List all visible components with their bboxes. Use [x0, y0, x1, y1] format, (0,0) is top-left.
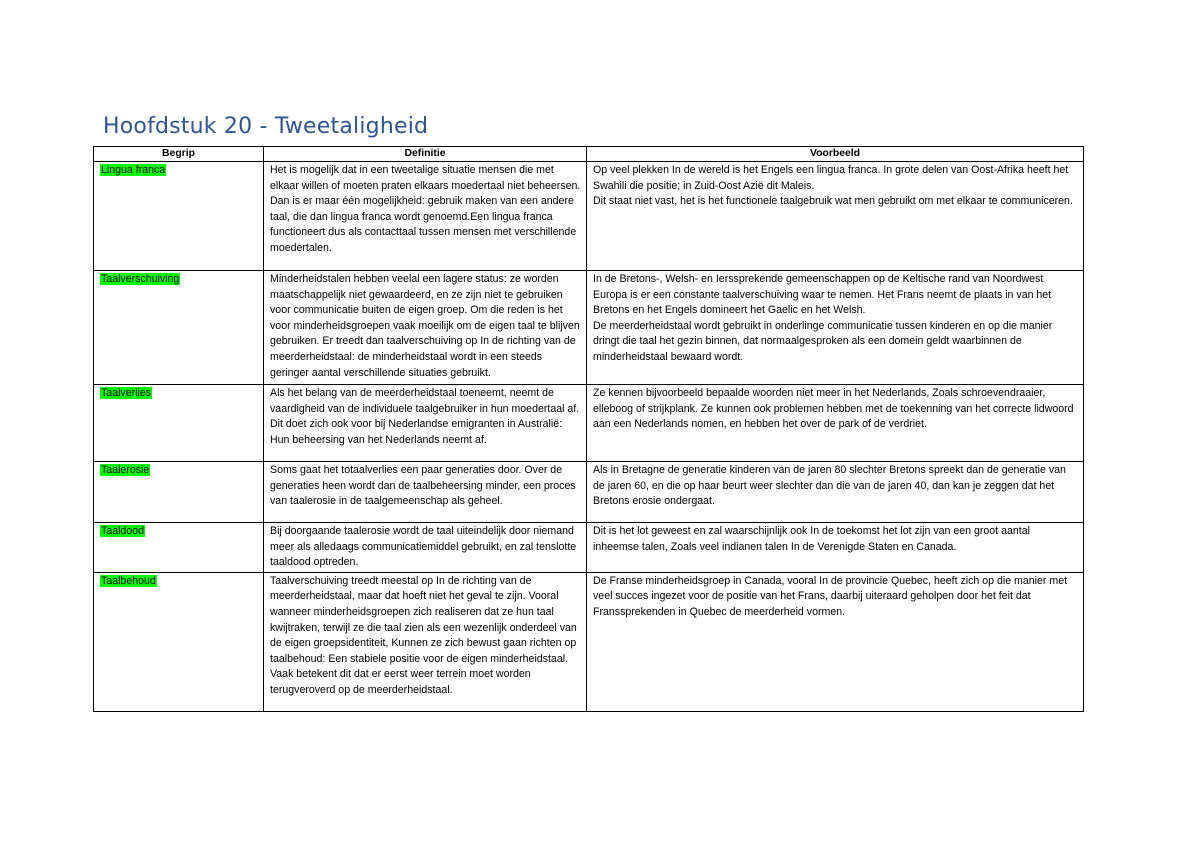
- header-voorbeeld: Voorbeeld: [587, 147, 1084, 162]
- table-row: [94, 462, 1084, 523]
- definition-cell: Het is mogelijk dat in een tweetalige situatie mensen die met elkaar willen of moeten praten elkaars moedertaal niet beheersen. Dan is er maar één mogelijkheid: gebruik maken van een andere taal, die dan lingua franca wordt genoemd.Een lingua franca functioneert dus als contacttaal tussen mensen met verschillende moedertalen.: [264, 162, 587, 271]
- term-label: Taalverlies: [101, 387, 152, 399]
- definition-cell: Als het belang van de meerderheidstaal toeneemt, neemt de vaardigheid van de individuele taalgebruiker in hun moedertaal af. Dit doet zich ook voor bij Nederlandse emigranten in Australië: Hun beheersing van het Nederlands neemt af.: [264, 385, 587, 462]
- table-row: [94, 162, 1084, 271]
- term-label: Taalbehoud: [101, 574, 156, 587]
- example-cell: Ze kennen bijvoorbeeld bepaalde woorden niet meer in het Nederlands, Zoals schroevendraaier, elleboog of strijkplank. Ze kunnen ook problemen hebben met de toekenning van het correcte lidwoord aan een Nederlands nomen, en hebben het over de park of de verdriet.: [587, 385, 1084, 462]
- example-cell: De Franse minderheidsgroep in Canada, vooral In de provincie Quebec, heeft zich op die manier met veel succes ingezet voor de positie van het Frans, daarbij uiteraard geholpen door het feit dat Franssprekenden in Quebec de meerderheid vormen.: [587, 572, 1084, 711]
- example-cell: [587, 271, 1084, 385]
- example-text: In de Bretons-, Welsh- en Ierssprekende gemeenschappen op de Keltische rand van Noordwest Europa is er een constante taalverschuiving waar te nemen. Het Frans neemt de plaats in van het Bretons en het Engels domineert het Gaelic en het Welsh. De meerderheidstaal wordt gebruikt in onderlinge communicatie tussen kinderen en op die manier dringt die taal het gezin binnen, dat normaalgesproken als een domein geldt waarbinnen de minderheidstaal bewaard wordt.: [593, 273, 1053, 363]
- term-cell: [94, 523, 264, 573]
- definition-cell: Taalverschuiving treedt meestal op In de richting van de meerderheidstaal, maar dat hoeft niet het geval te zijn. Vooral wanneer minderheidsgroepen zich realiseren dat ze hun taal kwijtraken, terwijl ze die taal zien als een wezenlijk onderdeel van de eigen groepsidentiteit, Kunnen ze zich bewust gaan richten op taalbehoud: Een stabiele positie voor de eigen minderheidstaal. Vaak betekent dit dat er eerst weer terrein moet worden terugveroverd op de meerderheidstaal.: [264, 572, 587, 711]
- table-header-row: [94, 147, 1084, 162]
- definition-cell: Minderheidstalen hebben veelal een lagere status: ze worden maatschappelijk niet gewaardeerd, en ze zijn niet te gebruiken voor communicatie buiten de eigen groep. Om die reden is het voor minderheidsgroepen vaak moeilijk om de eigen taal te blijven gebruiken. Er treedt dan taalverschuiving op In de richting van de meerderheidstaal: de minderheidstaal wordt in een steeds geringer aantal verschillende situaties gebruikt.: [264, 271, 587, 385]
- example-cell: [587, 162, 1084, 271]
- table-row: [94, 271, 1084, 385]
- term-cell: [94, 162, 264, 271]
- table-row: [94, 523, 1084, 573]
- table-row: [94, 385, 1084, 462]
- term-cell: [94, 385, 264, 462]
- term-label: Lingua franca: [101, 164, 166, 176]
- example-cell: Als in Bretagne de generatie kinderen van de jaren 80 slechter Bretons spreekt dan de generatie van de jaren 60, en die op haar beurt weer slechter dan die van de jaren 40, dan kan je zeggen dat het Bretons erosie ondergaat.: [587, 462, 1084, 523]
- term-label: Taaldood: [101, 525, 145, 537]
- header-begrip: Begrip: [94, 147, 264, 162]
- term-label: Taalverschuiving: [101, 273, 180, 285]
- term-cell: [94, 572, 264, 711]
- term-label: Taalerosie: [101, 464, 150, 476]
- term-cell: [94, 271, 264, 385]
- definition-cell: Soms gaat het totaalverlies een paar generaties door. Over de generaties heen wordt dan de taalbeheersing minder, een proces van taalerosie in de taalgemeenschap als geheel.: [264, 462, 587, 523]
- term-cell: [94, 462, 264, 523]
- header-definitie: Definitie: [264, 147, 587, 162]
- example-cell: Dit is het lot geweest en zal waarschijnlijk ook In de toekomst het lot zijn van een groot aantal inheemse talen, Zoals veel indianen talen In de Verenigde Staten en Canada.: [587, 523, 1084, 573]
- page-title: Hoofdstuk 20 - Tweetaligheid: [103, 114, 429, 139]
- definition-cell: Bij doorgaande taalerosie wordt de taal uiteindelijk door niemand meer als alledaags communicatiemiddel gebruikt, en zal tenslotte taaldood optreden.: [264, 523, 587, 573]
- table-row: [94, 572, 1084, 711]
- example-text: Op veel plekken In de wereld is het Engels een lingua franca. In grote delen van Oost-Afrika heeft het Swahili die positie; in Zuid-Oost Azië dit Maleis. Dit staat niet vast, het is het functionele taalgebruik wat men gebruikt om met elkaar te communiceren.: [593, 164, 1073, 208]
- terms-table: [93, 146, 1084, 712]
